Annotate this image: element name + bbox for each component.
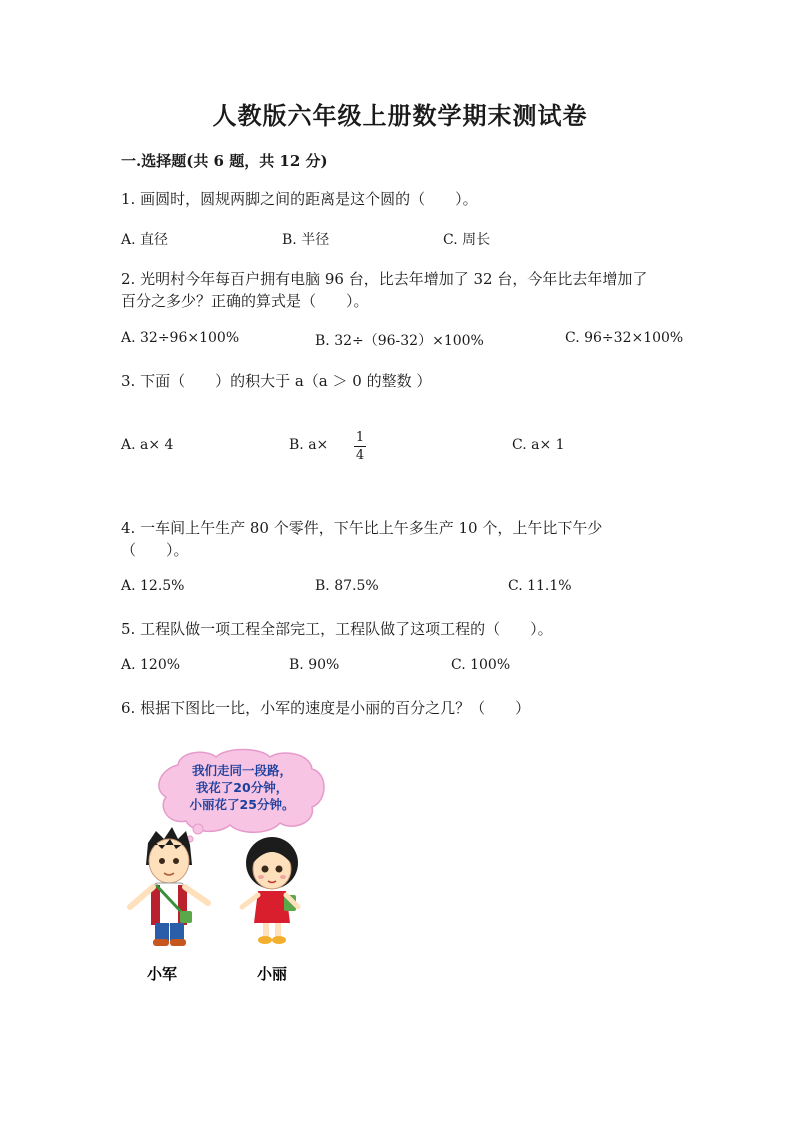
girl-figure bbox=[242, 837, 298, 944]
bubble-line-3: 小丽花了25分钟。 bbox=[189, 797, 295, 812]
question-6-text: 6. 根据下图比一比，小军的速度是小丽的百分之几？（ ） bbox=[121, 699, 531, 717]
fraction-denominator: 4 bbox=[355, 448, 365, 463]
fraction-bar bbox=[354, 446, 366, 447]
question-5-option-a[interactable]: A. 120% bbox=[121, 657, 181, 673]
fraction-numerator: 1 bbox=[355, 430, 365, 445]
section-heading: 一.选择题(共 6 题，共 12 分) bbox=[121, 152, 328, 170]
boy-figure bbox=[130, 827, 208, 946]
speed-comparison-illustration bbox=[120, 745, 340, 995]
question-2-option-b[interactable]: B. 32÷（96-32）×100% bbox=[315, 333, 484, 349]
girl-name-label: 小丽 bbox=[256, 965, 288, 983]
question-3-option-c[interactable]: C. a× 1 bbox=[512, 437, 565, 453]
question-1-option-a[interactable]: A. 直径 bbox=[121, 232, 169, 248]
question-2-option-a[interactable]: A. 32÷96×100% bbox=[121, 330, 240, 346]
question-4-text-line2: （ ）。 bbox=[121, 541, 189, 559]
fraction-one-quarter bbox=[354, 431, 366, 462]
question-4-option-c[interactable]: C. 11.1% bbox=[508, 578, 572, 594]
question-1-text: 1. 画圆时，圆规两脚之间的距离是这个圆的（ ）。 bbox=[121, 190, 478, 208]
question-4-option-a[interactable]: A. 12.5% bbox=[121, 578, 185, 594]
question-2-option-c[interactable]: C. 96÷32×100% bbox=[565, 330, 684, 346]
cartoon-children-image bbox=[120, 745, 340, 995]
page-title: 人教版六年级上册数学期末测试卷 bbox=[212, 101, 588, 130]
boy-name-label: 小军 bbox=[146, 965, 178, 983]
question-1-option-b[interactable]: B. 半径 bbox=[282, 232, 330, 248]
question-3-text: 3. 下面（ ）的积大于 a（a ＞ 0 的整数 ） bbox=[121, 372, 432, 390]
question-2-text-line1: 2. 光明村今年每百户拥有电脑 96 台，比去年增加了 32 台，今年比去年增加了 bbox=[121, 270, 648, 288]
question-4-text-line1: 4. 一车间上午生产 80 个零件，下午比上午多生产 10 个，上午比下午少 bbox=[121, 519, 603, 537]
bubble-line-1: 我们走同一段路， bbox=[191, 763, 293, 778]
question-3-option-b[interactable]: B. a× bbox=[289, 437, 329, 453]
bubble-line-2: 我花了20分钟， bbox=[195, 780, 289, 795]
question-2-text-line2: 百分之多少？正确的算式是（ ）。 bbox=[121, 292, 369, 310]
speech-bubble bbox=[159, 750, 324, 843]
question-3-option-a[interactable]: A. a× 4 bbox=[121, 437, 174, 453]
question-4-option-b[interactable]: B. 87.5% bbox=[315, 578, 379, 594]
question-5-text: 5. 工程队做一项工程全部完工，工程队做了这项工程的（ ）。 bbox=[121, 620, 553, 638]
question-1-option-c[interactable]: C. 周长 bbox=[443, 232, 491, 248]
question-5-option-c[interactable]: C. 100% bbox=[451, 657, 511, 673]
question-5-option-b[interactable]: B. 90% bbox=[289, 657, 340, 673]
